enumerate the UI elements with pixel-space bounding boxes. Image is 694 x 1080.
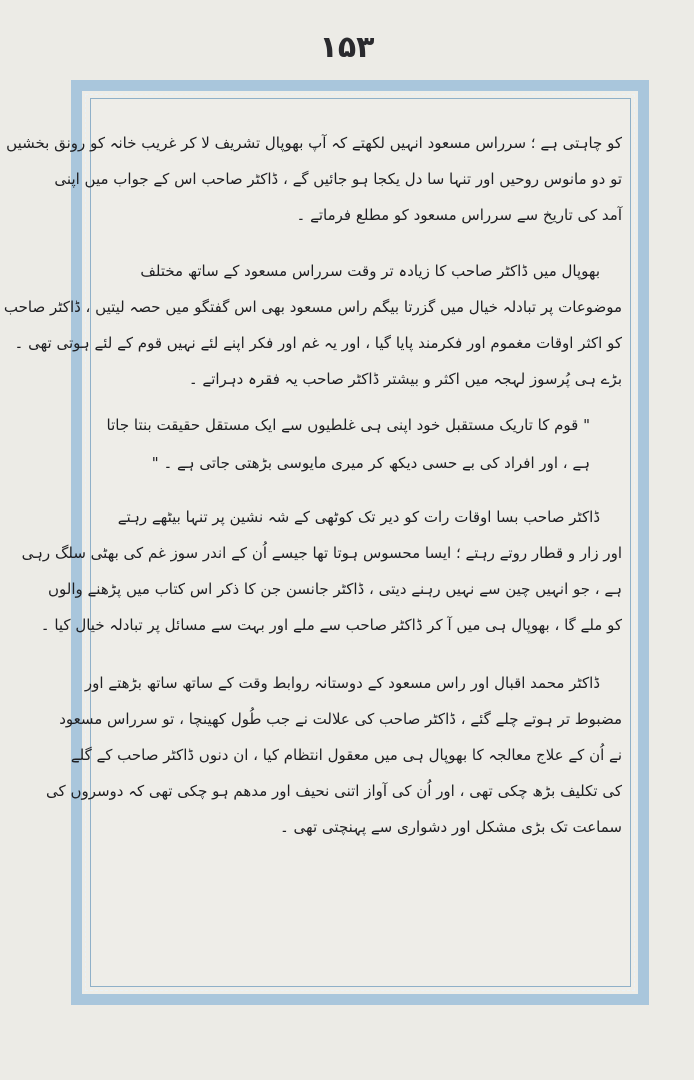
text-line: سماعت تک بڑی مشکل اور دشواری سے پہنچتی تھی ۔ — [280, 818, 622, 836]
text-line: تو دو مانوس روحیں اور تنہا سا دل یکجا ہو جائیں گے ، ڈاکٹر صاحب اس کے جواب میں اپنی — [54, 170, 622, 188]
text-line: کو اکثر اوقات مغموم اور فکرمند پایا گیا ، اور یہ غم اور فکر اپنے لئے نہیں قوم کے لئے ہوتی تھی ۔ — [14, 334, 622, 352]
quote-line: " قوم کا تاریک مستقبل خود اپنی ہی غلطیوں سے ایک مستقل حقیقت بنتا جاتا — [106, 416, 590, 434]
text-line: ہے ، جو انہیں چین سے نہیں رہنے دیتی ، ڈاکٹر جانسن جن کا ذکر اس کتاب میں پڑھنے والوں — [47, 580, 622, 598]
text-line: موضوعات پر تبادلہ خیال میں گزرتا بیگم راس مسعود بھی اس گفتگو میں حصہ لیتیں ، ڈاکٹر صاحب — [3, 298, 622, 316]
text-line: کو ملے گا ، بھوپال ہی میں آ کر ڈاکٹر صاحب سے ملے اور بہت سے مسائل پر تبادلہ خیال کیا ۔ — [40, 616, 622, 634]
text-line: ڈاکٹر صاحب بسا اوقات رات کو دیر تک کوٹھی کے شہ نشین پر تنہا بیٹھے رہتے — [117, 508, 600, 526]
text-line: کو چاہتی ہے ؛ سرراس مسعود انہیں لکھتے کہ آپ بھوپال تشریف لا کر غریب خانہ کو رونق بخشیں — [6, 134, 622, 152]
text-line: مضبوط تر ہوتے چلے گئے ، ڈاکٹر صاحب کی علالت نے جب طُول کھینچا ، تو سرراس مسعود — [59, 710, 622, 728]
text-line: اور زار و قطار روتے رہتے ؛ ایسا محسوس ہوتا تھا جیسے اُن کے اندر سوز غم کی بھٹی سلگ رہی — [21, 544, 622, 562]
page-number: ۱۵۳ — [319, 30, 375, 65]
text-line: ڈاکٹر محمد اقبال اور راس مسعود کے دوستانہ روابط وقت کے ساتھ ساتھ بڑھتے اور — [84, 674, 600, 692]
text-line: آمد کی تاریخ سے سرراس مسعود کو مطلع فرماتے ۔ — [296, 206, 622, 224]
text-line: بھوپال میں ڈاکٹر صاحب کا زیادہ تر وقت سرراس مسعود کے ساتھ مختلف — [140, 262, 600, 280]
quote-line: ہے ، اور افراد کی بے حسی دیکھ کر میری مایوسی بڑھتی جاتی ہے ۔ " — [151, 454, 590, 472]
text-line: نے اُن کے علاج معالجہ کا بھوپال ہی میں معقول انتظام کیا ، ان دنوں ڈاکٹر صاحب کے گلے — [70, 746, 622, 764]
text-line: بڑے ہی پُرسوز لہجہ میں اکثر و بیشتر ڈاکٹر صاحب یہ فقرہ دہراتے ۔ — [188, 370, 622, 388]
text-line: کی تکلیف بڑھ چکی تھی ، اور اُن کی آواز اتنی نحیف اور مدھم ہو چکی تھی کہ دوسروں کی — [46, 782, 622, 800]
body-text — [3, 128, 622, 978]
